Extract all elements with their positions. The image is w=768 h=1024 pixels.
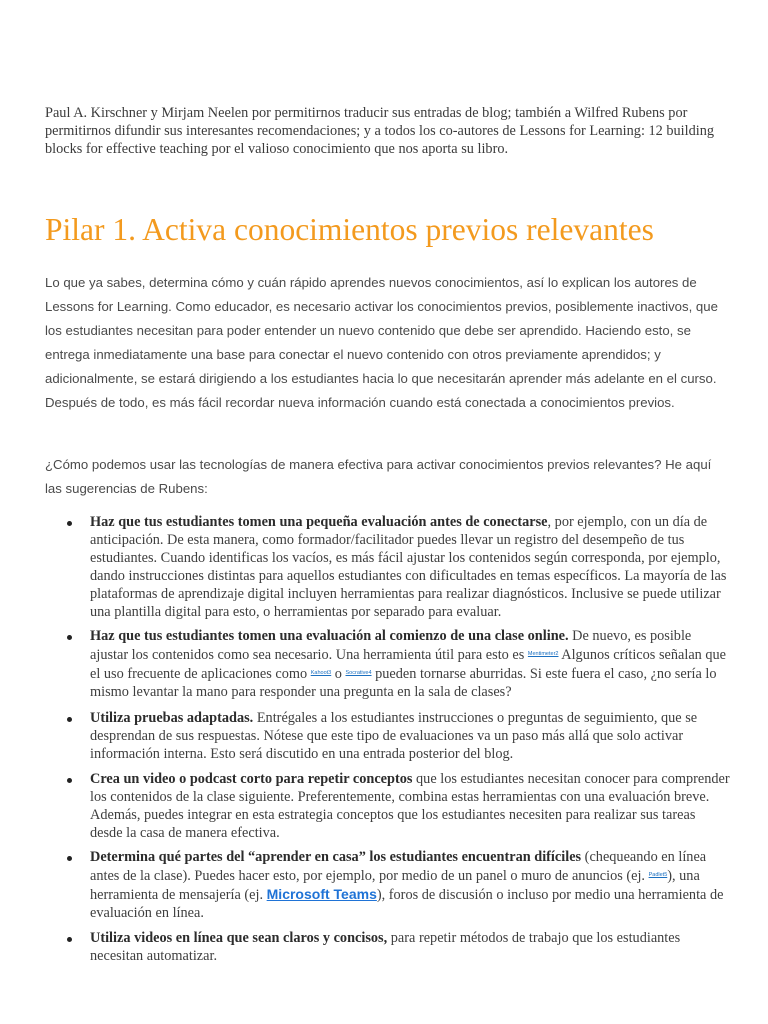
padlet-link[interactable]: Padlet5 xyxy=(648,872,668,879)
bullet-icon xyxy=(67,856,72,861)
mentimeter-link[interactable]: Mentimeter2 xyxy=(527,651,559,658)
list-item-text: para repetir métodos de trabajo que los estudiantes necesitan automatizar. xyxy=(90,930,681,964)
section-heading: Pilar 1. Activa conocimientos previos relevantes xyxy=(45,212,654,247)
list-item xyxy=(90,514,730,621)
list-item-text: De nuevo, es posible ajustar los contenidos como sea necesario. Una herramienta útil para esto es xyxy=(90,628,692,664)
list-item xyxy=(90,710,730,764)
bullet-icon xyxy=(67,778,72,783)
body-paragraph-1: Lo que ya sabes, determina cómo y cuán rápido aprendes nuevos conocimientos, así lo explican los autores de Lessons for Learning. Como educador, es necesario activar los conocimientos previos, posiblemente inactivos, que los estudiantes necesitan para poder entender un nuevo contenido que debe ser aprendido. Haciendo esto, se entrega inmediatamente una base para conectar el nuevo contenido con otros previamente aprendidos; y adicionalmente, se estará dirigiendo a los estudiantes hacia lo que necesitarán aprender más adelante en el curso. Después de todo, es más fácil recordar nueva información cuando está conectada a conocimientos previos. xyxy=(45,275,718,410)
list-item xyxy=(90,628,730,702)
list-item-title: Utiliza pruebas adaptadas. xyxy=(90,710,254,727)
list-item-text: , por ejemplo, con un día de anticipación. De esta manera, como formador/facilitador puedes llevar un registro del desempeño de tus estudiantes. Cuando identificas los vacíos, es más fácil ajustar los contenidos según corresponda, por ejemplo, dando instrucciones distintas para aquellos estudiantes con dificultades en temas específicos. La mayoría de las plataformas de aprendizaje digital incluyen herramientas para realizar diagnósticos. Inclusive se puede utilizar una plantilla digital para esto, o herramientas por separado para evaluar. xyxy=(90,514,727,620)
microsoft-teams-link[interactable]: Microsoft Teams xyxy=(266,886,377,903)
list-item-text: (chequeando en línea antes de la clase). Puedes hacer esto, por ejemplo, por medio de un panel o muro de anuncios (ej. xyxy=(90,849,707,885)
list-item-text: o xyxy=(331,666,346,683)
list-item xyxy=(90,771,730,843)
list-item-text: ), una herramienta de mensajería (ej. xyxy=(90,868,700,904)
list-item-text: ), foros de discusión o incluso por medio una herramienta de evaluación en línea. xyxy=(90,887,724,922)
bullet-icon xyxy=(67,635,72,640)
list-item-text: que los estudiantes necesitan conocer para comprender los contenidos de la clase siguiente. Preferentemente, combina estas herramientas con una evaluación breve. Además, puedes integrar en esta estrategia conceptos que los estudiantes necesiten para realizar sus tareas desde la casa de manera efectiva. xyxy=(90,770,730,841)
body-paragraph-2: ¿Cómo podemos usar las tecnologías de manera efectiva para activar conocimientos previos relevantes? He aquí las sugerencias de Rubens: xyxy=(45,457,712,496)
list-item-text: Entrégales a los estudiantes instrucciones o preguntas de seguimiento, que se desprendan de sus respuestas. Nótese que este tipo de evaluaciones va un paso más allá que solo activar información interna. Esto será discutido en una entrada posterior del blog. xyxy=(90,710,698,762)
list-item-title: Haz que tus estudiantes tomen una evaluación al comienzo de una clase online. xyxy=(90,628,569,645)
bullet-icon xyxy=(67,521,72,526)
list-item-title: Haz que tus estudiantes tomen una pequeña evaluación antes de conectarse xyxy=(90,514,548,530)
kahoot-link[interactable]: Kahoot3 xyxy=(310,670,332,677)
list-item-title: Utiliza videos en línea que sean claros y concisos, xyxy=(90,930,388,947)
list-item-text: Algunos críticos señalan que el uso frecuente de aplicaciones como xyxy=(90,647,727,683)
bullet-icon xyxy=(67,937,72,942)
list-item xyxy=(90,849,730,923)
bullet-icon xyxy=(67,717,72,722)
list-item-title: Determina qué partes del “aprender en casa” los estudiantes encuentran difíciles xyxy=(90,849,582,866)
list-item xyxy=(90,930,730,966)
socrative-link[interactable]: Socrative4 xyxy=(345,670,372,677)
list-item-text: pueden tornarse aburridas. Si este fuera el caso, ¿no sería lo mismo levantar la mano para responder una pregunta en la sala de clases? xyxy=(90,666,717,701)
list-item-title: Crea un video o podcast corto para repetir conceptos xyxy=(90,770,413,787)
suggestions-list xyxy=(90,514,730,966)
intro-acknowledgement: Paul A. Kirschner y Mirjam Neelen por permitirnos traducir sus entradas de blog; también a Wilfred Rubens por permitirnos difundir sus interesantes recomendaciones; y a todos los co-autores de Lessons for Learning: 12 building blocks for effective teaching por el valioso conocimiento que nos aporta su libro. xyxy=(45,105,715,157)
